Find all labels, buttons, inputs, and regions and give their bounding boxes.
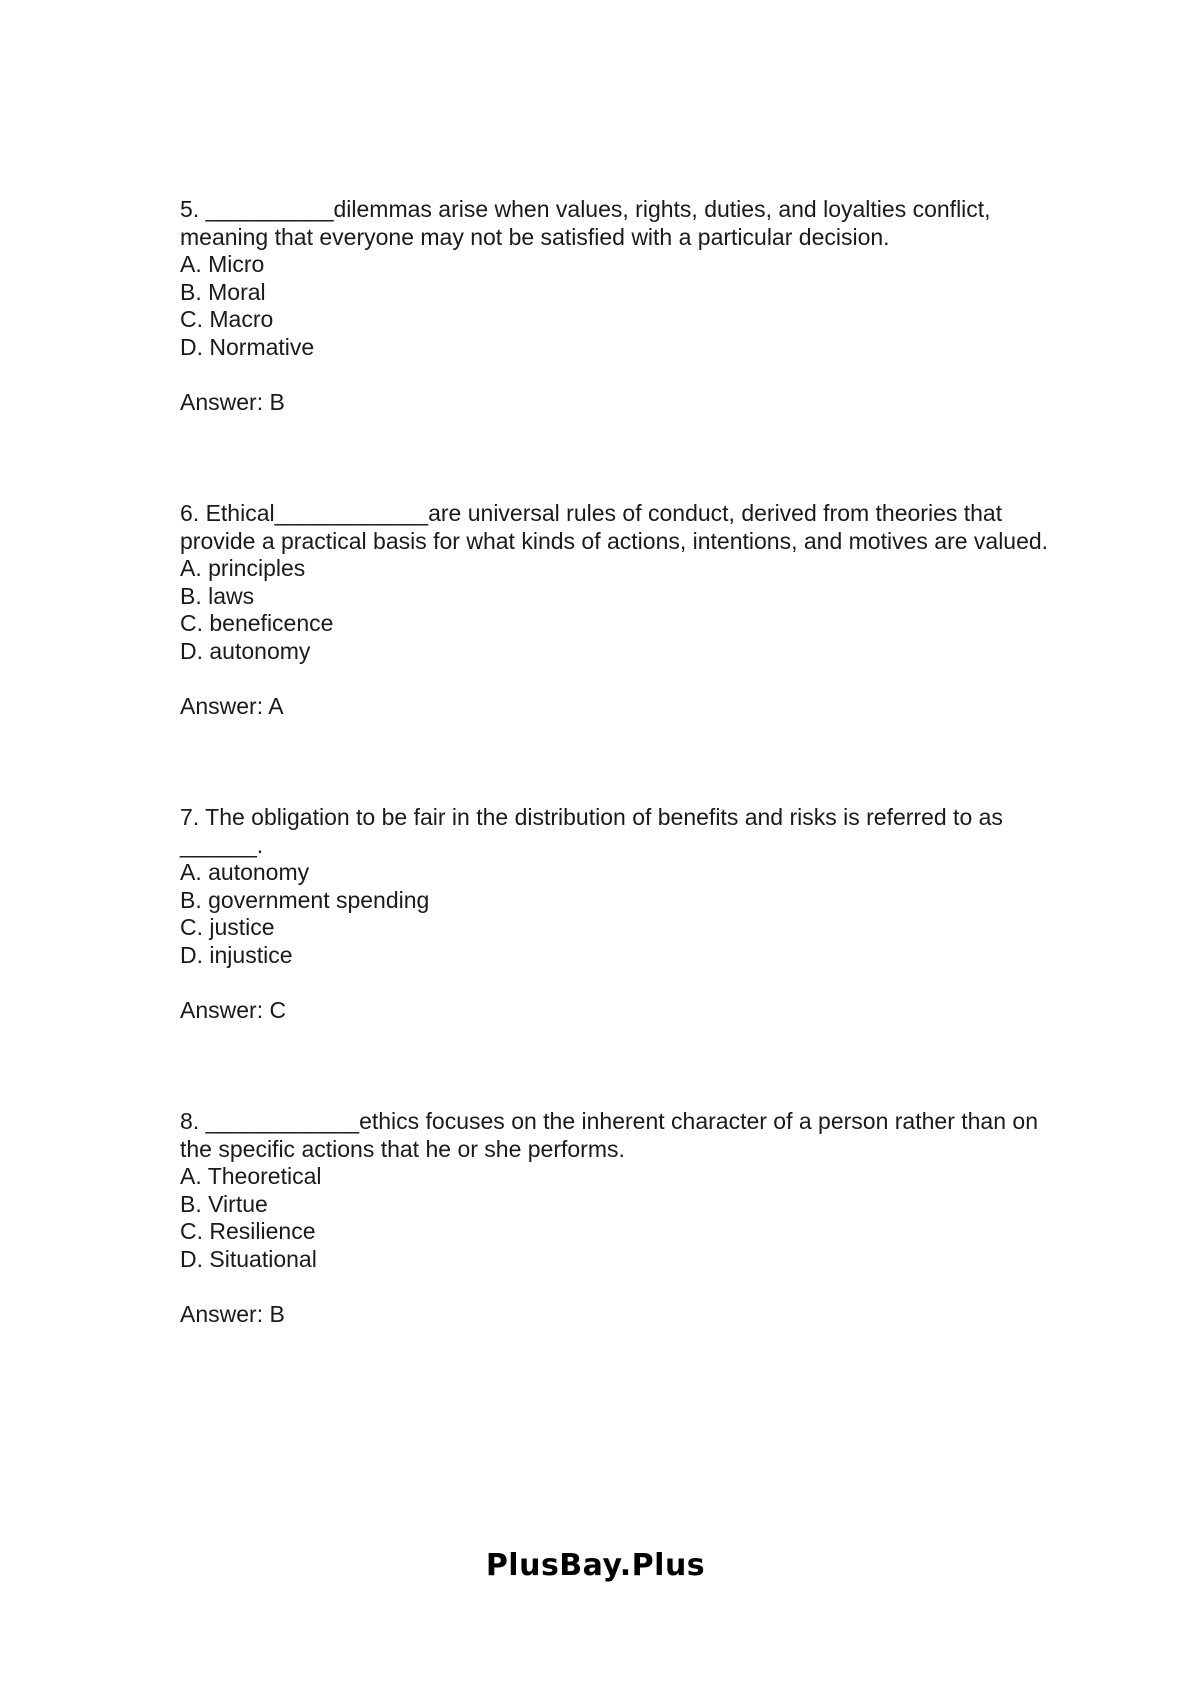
question-7	[180, 804, 1060, 1025]
option-b: B. laws	[180, 582, 255, 609]
option-d: D. Situational	[180, 1245, 317, 1272]
option-a: A. principles	[180, 555, 306, 581]
option-d: D. injustice	[180, 941, 293, 968]
option-c: C. beneficence	[180, 610, 334, 636]
option-b: B. government spending	[180, 886, 430, 913]
option-c: C. Macro	[180, 306, 274, 332]
option-a: A. Theoretical	[180, 1163, 322, 1189]
question-8	[180, 1108, 1060, 1329]
option-b: B. Moral	[180, 278, 266, 305]
footer-brand: PlusBay.Plus	[485, 1548, 706, 1583]
question-6	[180, 500, 1060, 721]
question-stem: 7. The obligation to be fair in the distribution of benefits and risks is referred to as ______.	[180, 804, 1003, 858]
option-d: D. Normative	[180, 333, 315, 360]
option-b: B. Virtue	[180, 1190, 268, 1217]
option-d: D. autonomy	[180, 637, 311, 664]
option-c: C. justice	[180, 914, 275, 940]
option-c: C. Resilience	[180, 1218, 316, 1244]
answer-text: Answer: B	[180, 389, 285, 415]
option-list	[180, 251, 1060, 361]
answer-text: Answer: C	[180, 997, 287, 1023]
question-stem: 6. Ethical____________are universal rules of conduct, derived from theories that provide a practical basis for what kinds of actions, intentions, and motives are valued.	[180, 500, 1049, 554]
question-5	[180, 196, 1060, 417]
question-stem: 5. __________dilemmas arise when values, rights, duties, and loyalties conflict, meaning that everyone may not be satisfied with a particular decision.	[180, 196, 991, 250]
option-list	[180, 1163, 1060, 1273]
answer-text: Answer: A	[180, 693, 284, 719]
option-list	[180, 555, 1060, 665]
question-stem: 8. ____________ethics focuses on the inherent character of a person rather than on the specific actions that he or she performs.	[180, 1108, 1038, 1162]
option-list	[180, 859, 1060, 969]
option-a: A. autonomy	[180, 859, 310, 885]
answer-text: Answer: B	[180, 1301, 285, 1327]
option-a: A. Micro	[180, 251, 265, 277]
